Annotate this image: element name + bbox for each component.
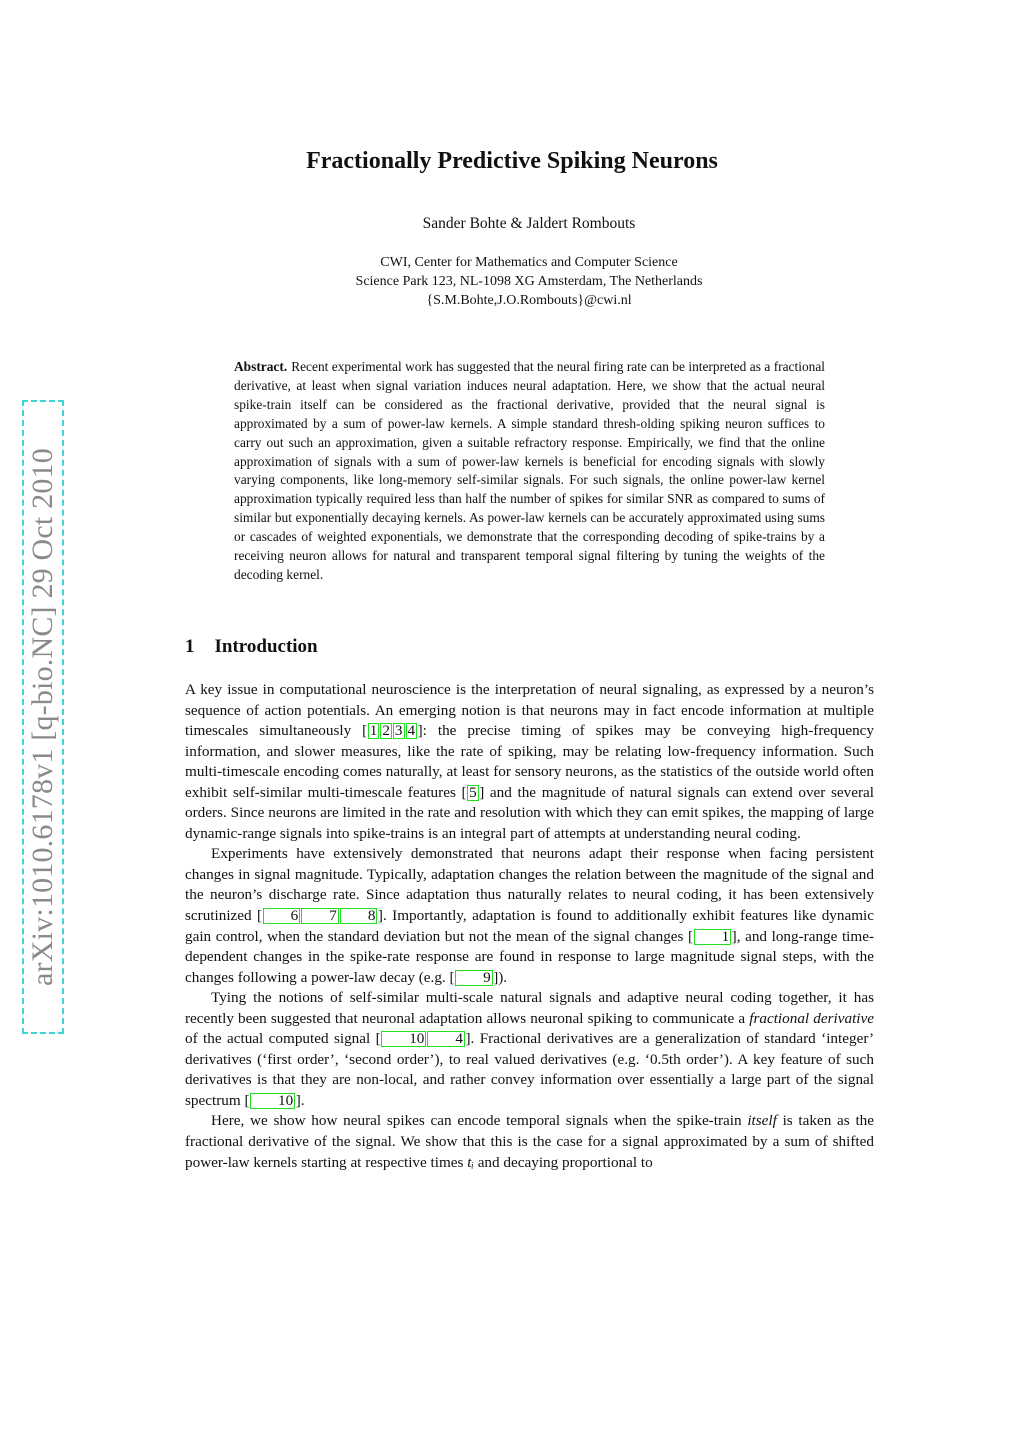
text-run: Experiments have extensively demonstrated that neurons adapt their response when facing persistent changes in signal magnitude. Typically, adaptation changes the relation between the magnitude of the signal and the neuron’s discharge rate. Since adaptation thus naturally relates to neural coding, it has been extensively scrutinized [ <box>185 845 874 925</box>
text-run: Tying the notions of self-similar multi-scale natural signals and adaptive neural coding together, it has recently been suggested that neuronal adaptation allows neuronal spiking to communicate a <box>185 989 874 1027</box>
emphasis: fractional derivative <box>749 1009 875 1027</box>
text-run: and decaying proportional to <box>473 1153 653 1171</box>
citation-link[interactable]: 4 <box>407 722 416 740</box>
paragraph-3 <box>185 988 874 1111</box>
affiliation-line-2: Science Park 123, NL-1098 XG Amsterdam, The Netherlands <box>355 274 703 289</box>
arxiv-watermark-text: arXiv:1010.6178v1 [q-bio.NC] 29 Oct 2010 <box>26 448 59 986</box>
affiliation-email: {S.M.Bohte,J.O.Rombouts}@cwi.nl <box>426 293 632 308</box>
abstract-text: Recent experimental work has suggested that the neural firing rate can be interpreted as a fractional derivative, at least when signal variation induces neural adaptation. Here, we show that the actual neural spike-train itself can be considered as the fractional derivative, provided that the neural signal is approximated by a sum of power-law kernels. A simple standard thresh-olding spiking neuron suffices to carry out such an approximation, given a suitable refractory response. Empirically, we find that the online approximation of signals with a sum of power-law kernels is beneficial for encoding signals with slowly varying components, like long-memory self-similar signals. For such signals, the online power-law kernel approximation typically required less than half the number of spikes for similar SNR as compared to sums of similar but exponentially decaying kernels. As power-law kernels can be accurately approximated using sums or cascades of weighted exponentials, we demonstrate that the corresponding decoding of spike-trains by a receiving neuron allows for natural and transparent temporal signal filtering by tuning the weights of the decoding kernel. <box>234 359 825 582</box>
text-run: A key issue in computational neuroscience is the interpretation of neural signaling, as expressed by a neuron’s sequence of action potentials. An emerging notion is that neurons may in fact encode information at multiple timescales simultaneously [ <box>185 681 874 740</box>
citation-link[interactable]: 2 <box>382 722 390 740</box>
citation-link[interactable]: 5 <box>469 783 477 801</box>
citation-link[interactable]: 4 <box>427 1031 465 1047</box>
text-run: ]: the precise timing of spikes may be conveying high-frequency information, and slower measures, like the rate of spiking, may be relating low-frequency information. Such multi-timescale encoding comes naturally, at least for sensory neurons, as the statistics of the outside world often exhibit self-similar multi-timescale features [ <box>185 722 874 801</box>
paragraph-4 <box>185 1111 874 1173</box>
text-run: ], and long-range time-dependent changes in the spike-rate response are found in response to large magnitude signal steps, with the changes following a power-law decay (e.g. [ <box>185 927 875 986</box>
section-number: 1 <box>185 636 195 657</box>
text-run: ]). <box>493 968 508 986</box>
text-run: is taken as the fractional derivative of the signal. We show that this is the case for a signal approximated by a sum of shifted power-law kernels starting at respective times <box>185 1112 874 1171</box>
emphasis: itself <box>747 1112 777 1130</box>
text-run: Here, we show how neural spikes can encode temporal signals when the spike-train <box>211 1112 748 1130</box>
citation-link[interactable]: 1 <box>369 722 378 740</box>
abstract-label: Abstract. <box>234 359 288 374</box>
affiliation-line-1: CWI, Center for Mathematics and Computer Science <box>380 255 678 270</box>
paper-title: Fractionally Predictive Spiking Neurons <box>306 148 718 174</box>
paragraph-2 <box>185 844 874 988</box>
abstract <box>234 358 825 585</box>
citation-link[interactable]: 10 <box>381 1031 426 1047</box>
citation-link[interactable]: 7 <box>301 908 339 924</box>
section-title: Introduction <box>214 636 318 657</box>
text-run: ]. Fractional derivatives are a generalization of standard ‘integer’ derivatives (‘first order’, ‘second order’), to real valued derivatives (e.g. ‘0.5th order’). A key feature of such derivatives is that they are non-local, and rather convey information over essentially a large part of the signal spectrum [ <box>185 1030 874 1109</box>
citation-link[interactable]: 8 <box>340 908 378 924</box>
paragraph-1 <box>185 680 874 844</box>
citation-link[interactable]: 1 <box>694 929 732 945</box>
arxiv-watermark <box>22 400 64 1034</box>
text-run: ]. Importantly, adaptation is found to additionally exhibit features like dynamic gain control, when the standard deviation but not the mean of the signal changes [ <box>185 907 874 945</box>
citation-link[interactable]: 3 <box>394 722 403 740</box>
text-run: ]. <box>295 1091 305 1109</box>
introduction-body <box>185 680 874 1173</box>
math-variable: tᵢ <box>467 1153 474 1171</box>
section-heading-introduction <box>185 636 318 658</box>
text-run: of the actual computed signal [ <box>185 1030 381 1048</box>
citation-link[interactable]: 10 <box>250 1093 295 1109</box>
text-run: ] and the magnitude of natural signals can extend over several orders. Since neurons are limited in the rate and resolution with which they can emit spikes, the mapping of large dynamic-range signals into spike-trains is an integral part of attempts at understanding neural coding. <box>185 783 874 842</box>
affiliation <box>0 253 1024 310</box>
citation-link[interactable]: 9 <box>455 970 493 986</box>
authors: Sander Bohte & Jaldert Rombouts <box>422 215 636 232</box>
citation-link[interactable]: 6 <box>263 908 301 924</box>
